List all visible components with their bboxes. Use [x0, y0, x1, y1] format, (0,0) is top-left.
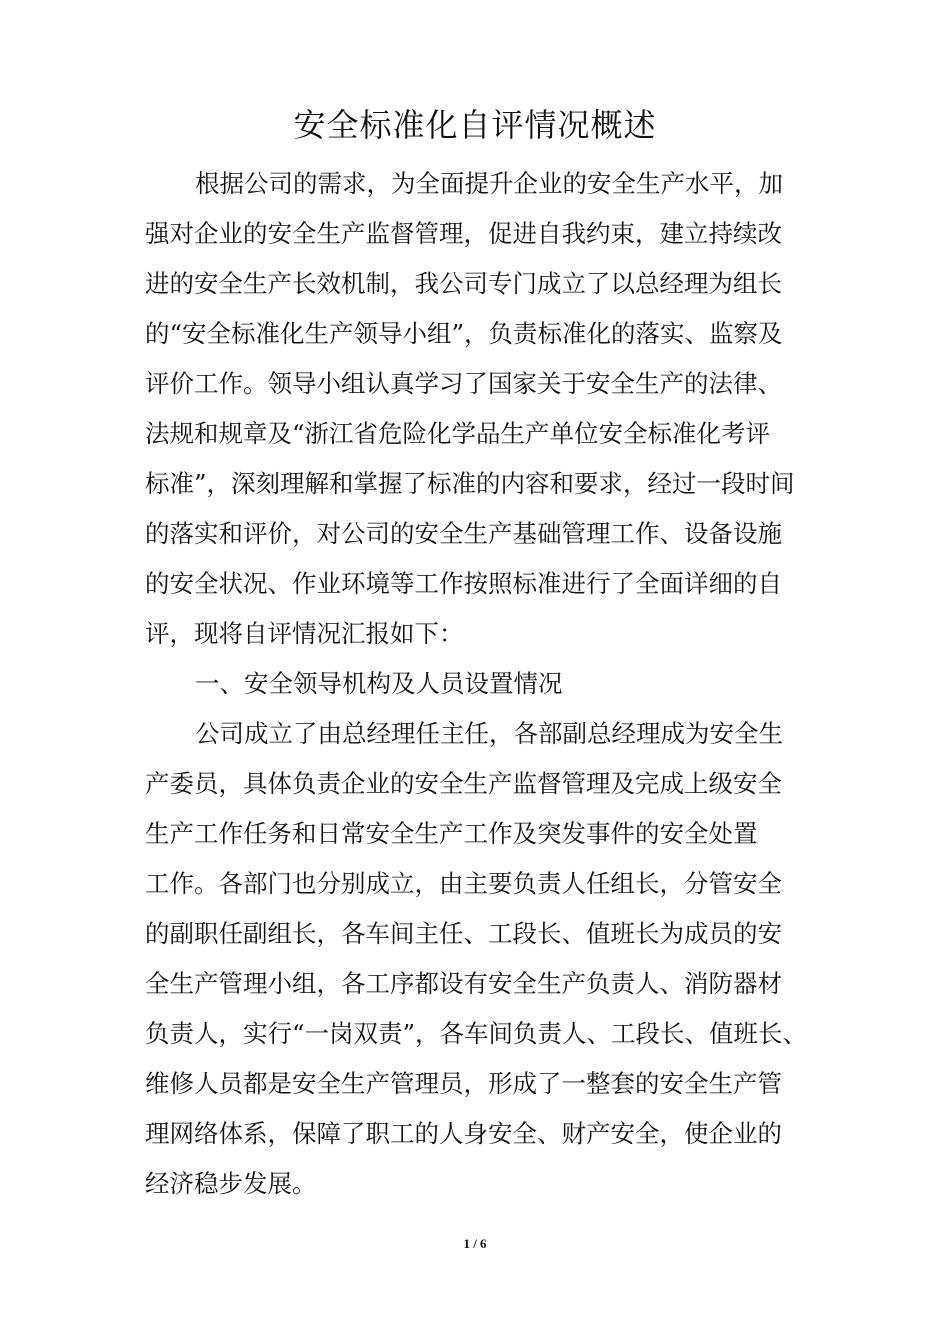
paragraph-line: 经济稳步发展。	[145, 1169, 317, 1198]
paragraph-line: 的安全状况、作业环境等工作按照标准进行了全面详细的自	[145, 569, 782, 598]
paragraph-line: 进的安全生产长效机制，我公司专门成立了以总经理为组长	[145, 269, 782, 298]
paragraph-line: 评价工作。领导小组认真学习了国家关于安全生产的法律、	[145, 369, 782, 398]
paragraph-line: 负责人，实行“一岗双责”，各车间负责人、工段长、值班长、	[145, 1019, 808, 1048]
paragraph-line: 法规和规章及“浙江省危险化学品生产单位安全标准化考评	[145, 419, 771, 448]
paragraph-line: 公司成立了由总经理任主任，各部副总经理成为安全生	[195, 719, 783, 748]
section-heading: 一、安全领导机构及人员设置情况	[195, 669, 563, 698]
paragraph-line: 产委员，具体负责企业的安全生产监督管理及完成上级安全	[145, 769, 782, 798]
paragraph-line: 生产工作任务和日常安全生产工作及突发事件的安全处置	[145, 819, 758, 848]
paragraph-line: 的“安全标准化生产领导小组”，负责标准化的落实、监察及	[145, 319, 783, 348]
paragraph-line: 工作。各部门也分别成立，由主要负责人任组长，分管安全	[145, 869, 782, 898]
paragraph-line: 强对企业的安全生产监督管理，促进自我约束，建立持续改	[145, 219, 782, 248]
paragraph-line: 全生产管理小组，各工序都设有安全生产负责人、消防器材	[145, 969, 782, 998]
paragraph-line: 理网络体系，保障了职工的人身安全、财产安全，使企业的	[145, 1119, 782, 1148]
page-number: 1 / 6	[463, 1236, 487, 1251]
paragraph-line: 的落实和评价，对公司的安全生产基础管理工作、设备设施	[145, 519, 782, 548]
paragraph-line: 标准”，深刻理解和掌握了标准的内容和要求，经过一段时间	[145, 469, 795, 498]
paragraph-line: 评，现将自评情况汇报如下：	[145, 619, 464, 648]
paragraph-line: 维修人员都是安全生产管理员，形成了一整套的安全生产管	[145, 1069, 782, 1098]
paragraph-line: 的副职任副组长，各车间主任、工段长、值班长为成员的安	[145, 919, 782, 948]
paragraph-line: 根据公司的需求，为全面提升企业的安全生产水平，加	[195, 169, 783, 198]
document-title: 安全标准化自评情况概述	[293, 106, 657, 144]
